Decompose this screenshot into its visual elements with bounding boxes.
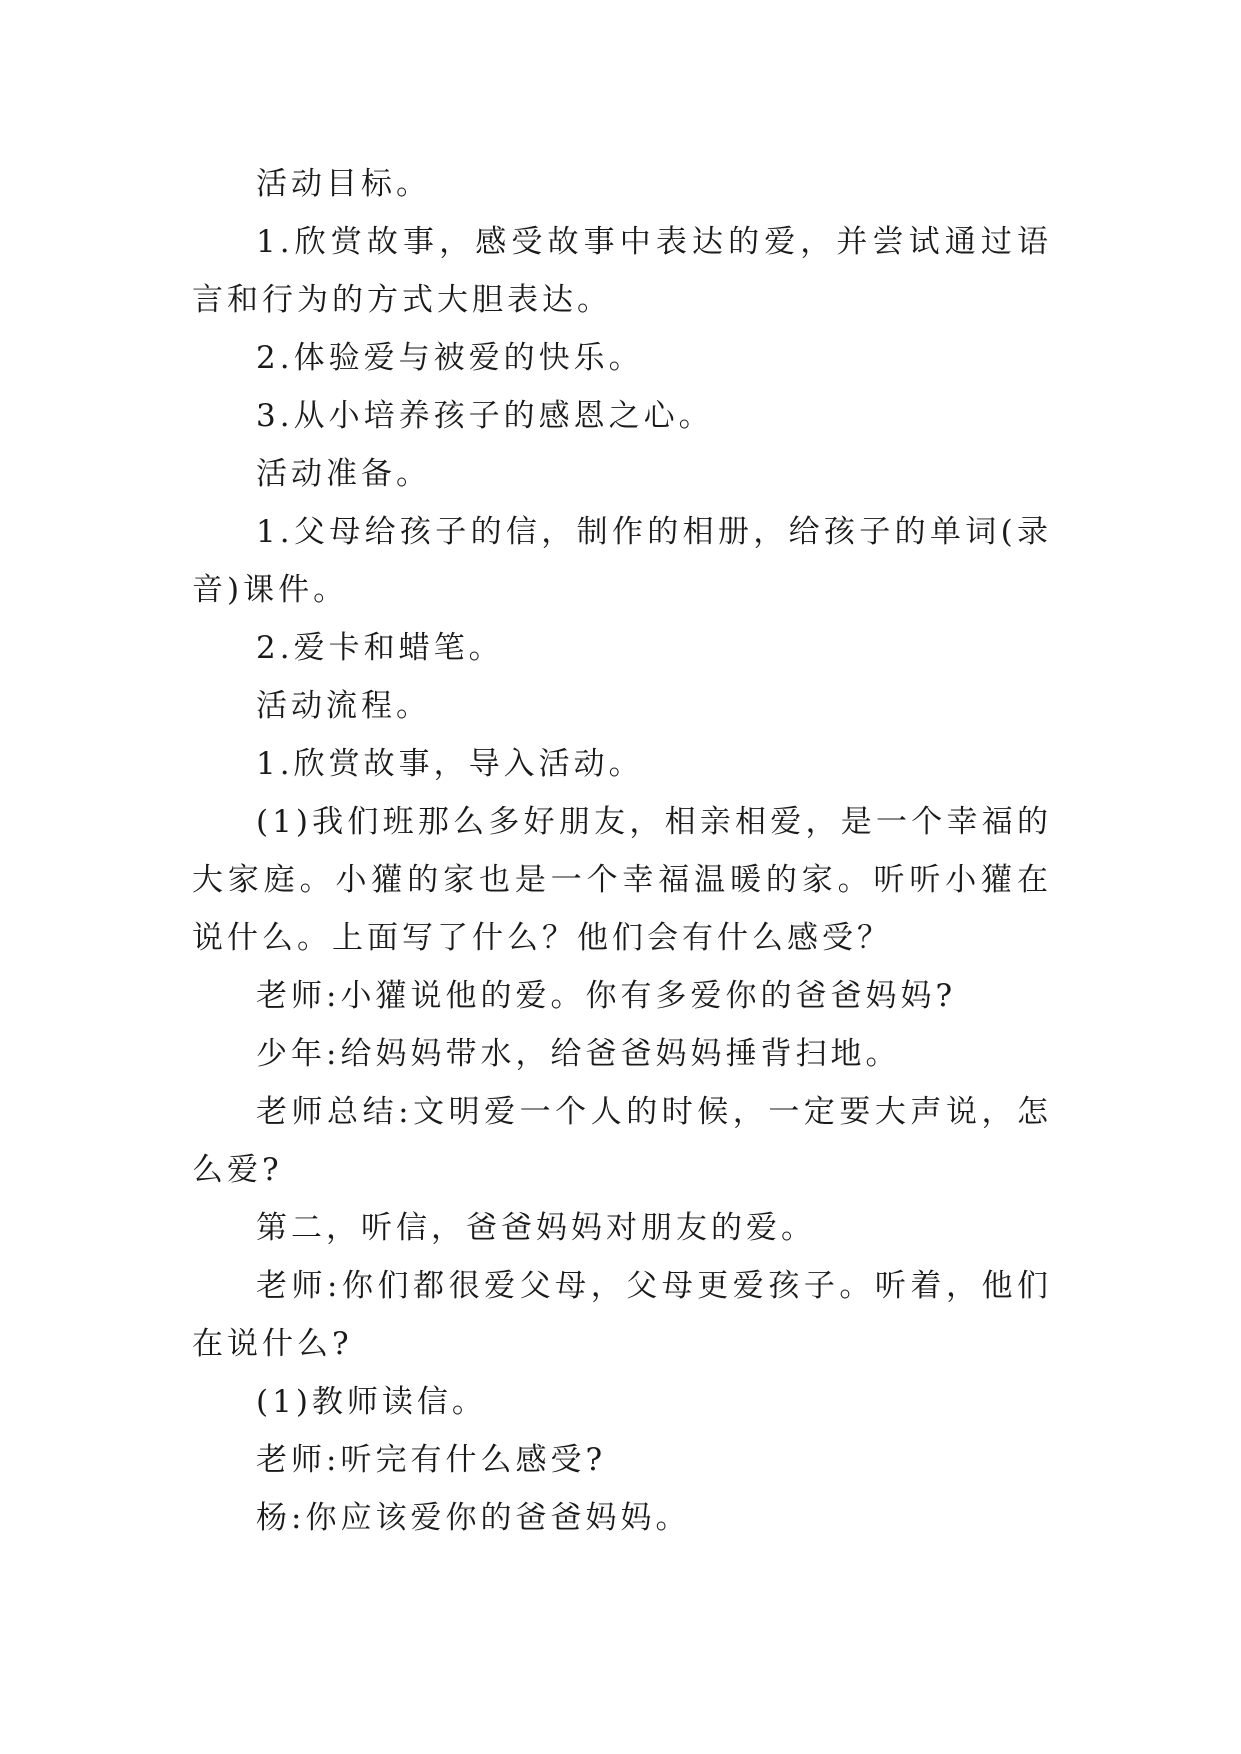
- dialogue-line: 老师总结:文明爱一个人的时候，一定要大声说，怎么爱?: [192, 1094, 1052, 1188]
- goal-item-3: 3.从小培养孩子的感恩之心。: [256, 398, 714, 434]
- dialogue-line: 老师:听完有什么感受?: [256, 1442, 607, 1478]
- section-heading-goals: 活动目标。: [256, 166, 431, 202]
- document-body: [192, 155, 1052, 1547]
- dialogue-line: 老师:你们都很爱父母，父母更爱孩子。听着，他们在说什么?: [192, 1268, 1052, 1362]
- process-step-2: 第二，听信，爸爸妈妈对朋友的爱。: [256, 1210, 816, 1246]
- goal-item-2: 2.体验爱与被爱的快乐。: [256, 340, 644, 376]
- preparation-item-1: 1.父母给孩子的信，制作的相册，给孩子的单词(录音)课件。: [192, 514, 1052, 608]
- process-step-1-sub-1: (1)我们班那么多好朋友，相亲相爱，是一个幸福的大家庭。小獾的家也是一个幸福温暖的家。听听小獾在说什么。上面写了什么？他们会有什么感受？: [192, 804, 1052, 956]
- dialogue-line: 老师:小獾说他的爱。你有多爱你的爸爸妈妈?: [256, 978, 957, 1014]
- preparation-item-2: 2.爱卡和蜡笔。: [256, 630, 504, 666]
- section-heading-process: 活动流程。: [256, 688, 431, 724]
- goal-item-1: 1.欣赏故事，感受故事中表达的爱，并尝试通过语言和行为的方式大胆表达。: [192, 224, 1052, 318]
- section-heading-preparation: 活动准备。: [256, 456, 431, 492]
- process-step-1: 1.欣赏故事，导入活动。: [256, 746, 644, 782]
- dialogue-line: 杨:你应该爱你的爸爸妈妈。: [256, 1500, 691, 1536]
- process-step-2-sub-1: (1)教师读信。: [256, 1384, 487, 1420]
- dialogue-line: 少年:给妈妈带水，给爸爸妈妈捶背扫地。: [256, 1036, 901, 1072]
